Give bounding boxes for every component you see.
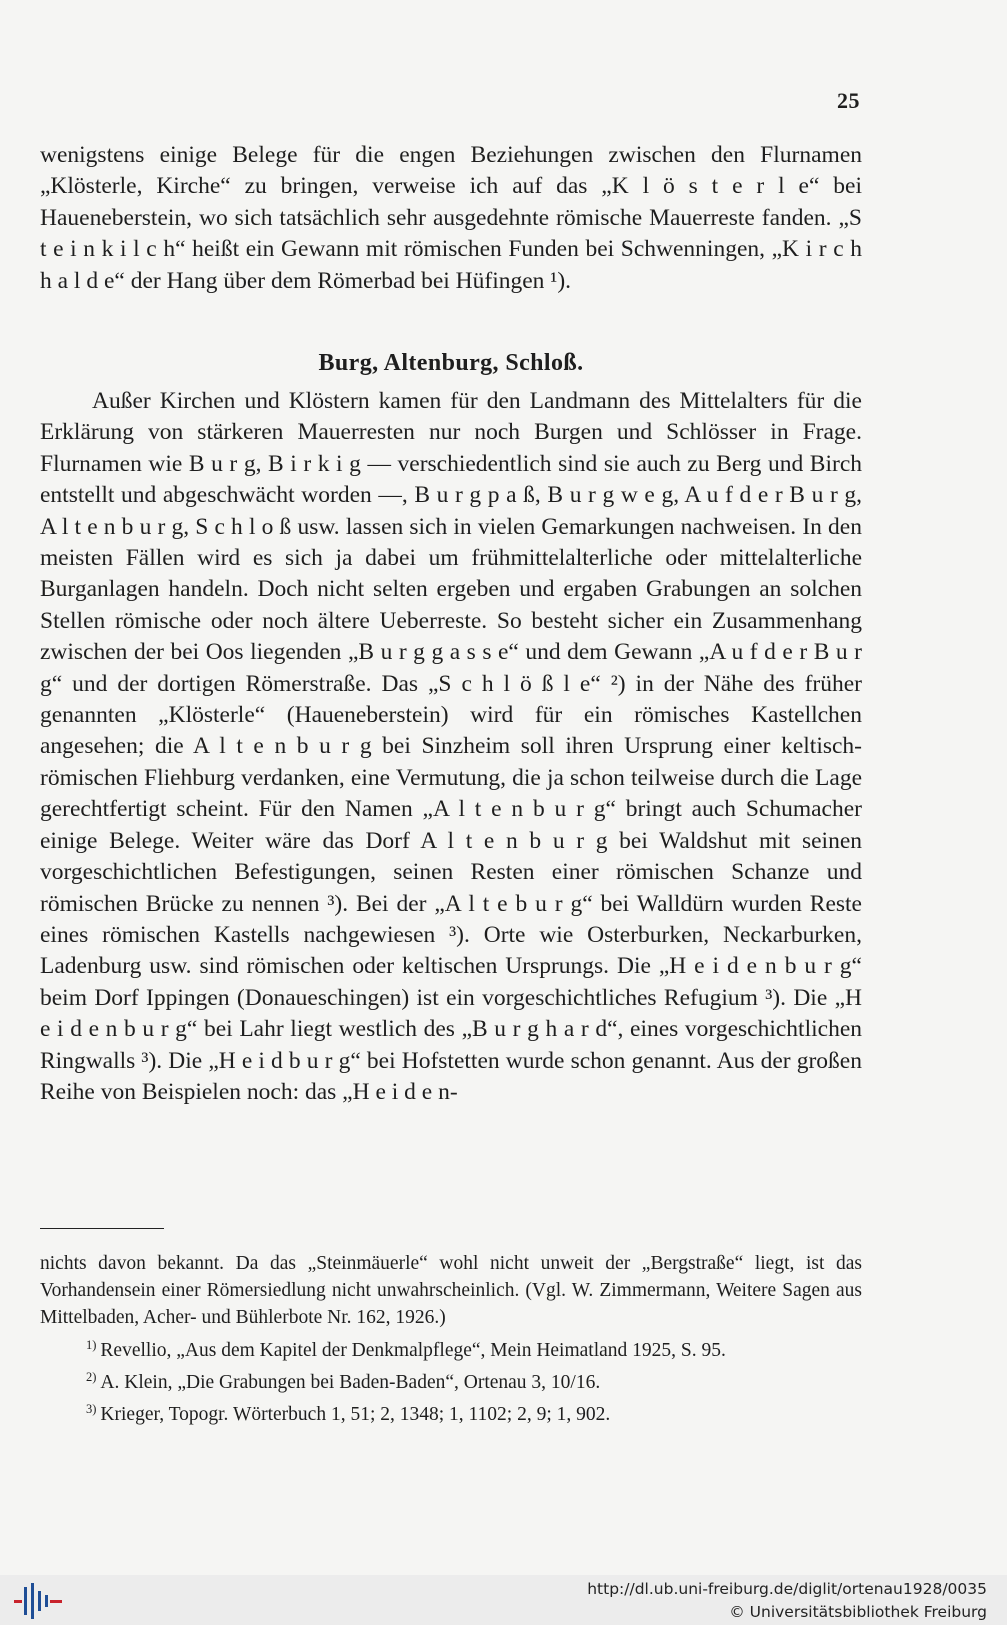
footnote-marker: 3) — [86, 1402, 97, 1417]
footnote-divider — [40, 1228, 164, 1229]
main-text-block — [40, 386, 862, 1108]
intro-text-block — [40, 140, 862, 297]
footnote-text: A. Klein, „Die Grabungen bei Baden-Baden“, Ortenau 3, 10/16. — [100, 1371, 601, 1393]
section-heading: Burg, Altenburg, Schloß. — [318, 350, 584, 376]
footnote-continuation: nichts davon bekannt. Da das „Steinmäuerle“ wohl nicht unweit der „Bergstraße“ liegt, ist das Vorhandensein einer Römersiedlung nicht unwahrscheinlich. (Vgl. W. Zimmermann, Weitere Sagen aus Mittelbaden, Acher- und Bühlerbote Nr. 162, 1926.) — [40, 1253, 862, 1329]
intro-paragraph: wenigstens einige Belege für die engen Beziehungen zwischen den Flurnamen „Klösterle, Kirche“ zu bringen, verweise ich auf das „K l ö s t e r l e“ bei Haueneberstein, wo sich tatsächlich sehr ausgedehnte römische Mauerreste fanden. „S t e i n k i l c h“ heißt ein Gewann mit römischen Funden bei Schwenningen, „K i r c h h a l d e“ der Hang über dem Römerbad bei Hüfingen ¹). — [40, 142, 862, 294]
footnote-marker: 2) — [86, 1369, 97, 1384]
viewer-footer-bar — [0, 1575, 1007, 1625]
ub-freiburg-logo-icon — [10, 1579, 66, 1623]
footnote-3 — [40, 1396, 862, 1428]
copyright-text: © Universitätsbibliothek Freiburg — [729, 1603, 987, 1621]
page-number: 25 — [837, 88, 860, 113]
source-url-link[interactable]: http://dl.ub.uni-freiburg.de/diglit/ortenau1928/0035 — [587, 1580, 987, 1598]
footnote-marker: 1) — [86, 1337, 97, 1352]
footnote-text: Krieger, Topogr. Wörterbuch 1, 51; 2, 1348; 1, 1102; 2, 9; 1, 902. — [100, 1404, 611, 1426]
footnote-text: Revellio, „Aus dem Kapitel der Denkmalpflege“, Mein Heimatland 1925, S. 95. — [100, 1339, 726, 1361]
footnote-1 — [40, 1332, 862, 1364]
footnotes-section — [40, 1250, 862, 1428]
main-paragraph: Außer Kirchen und Klöstern kamen für den Landmann des Mittelalters für die Erklärung von stärkeren Mauerresten nur noch Burgen und Schlösser in Frage. Flurnamen wie B u r g, B i r k i g — verschiedentlich sind sie auch zu Berg und Birch entstellt und abgeschwächt worden —, B u r g p a ß, B u r g w e g, A u f d e r B u r g, A l t e n b u r g, S c h l o ß usw. lassen sich in vielen Gemarkungen nachweisen. In den meisten Fällen wird es sich ja dabei um frühmittelalterliche oder mittelalterliche Burganlagen handeln. Doch nicht selten ergeben und ergaben Grabungen an solchen Stellen römische oder noch ältere Ueberreste. So besteht sicher ein Zusammenhang zwischen der bei Oos liegenden „B u r g g a s s e“ und dem Gewann „A u f d e r B u r g“ und der dortigen Römerstraße. Das „S c h l ö ß l e“ ²) in der Nähe des früher genannten „Klösterle“ (Haueneberstein) wird für ein römisches Kastellchen angesehen; die A l t e n b u r g bei Sinzheim soll ihren Ursprung einer keltisch-römischen Fliehburg verdanken, eine Vermutung, die ja schon teilweise durch die Lage gerechtfertigt scheint. Für den Namen „A l t e n b u r g“ bringt auch Schumacher einige Belege. Weiter wäre das Dorf A l t e n b u r g bei Waldshut mit seinen vorgeschichtlichen Befestigungen, seinen Resten einer römischen Schanze und römischen Brücke zu nennen ³). Bei der „A l t e b u r g“ bei Walldürn wurden Reste eines römischen Kastells nachgewiesen ³). Orte wie Osterburken, Neckarburken, Ladenburg usw. sind römischen oder keltischen Ursprungs. Die „H e i d e n b u r g“ beim Dorf Ippingen (Donaueschingen) ist ein vorgeschichtliches Refugium ³). Die „H e i d e n b u r g“ bei Lahr liegt westlich des „B u r g h a r d“, eines vorgeschichtlichen Ringwalls ³). Die „H e i d b u r g“ bei Hofstetten wurde schon genannt. Aus der großen Reihe von Beispielen noch: das „H e i d e n- — [40, 388, 862, 1105]
footnote-2 — [40, 1364, 862, 1396]
